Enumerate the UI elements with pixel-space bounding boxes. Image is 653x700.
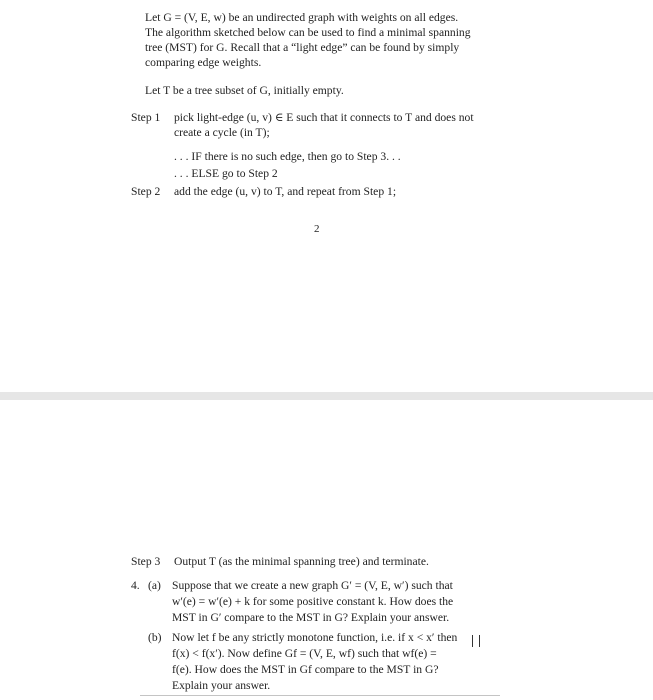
step2-label: Step 2 <box>131 185 161 198</box>
step1-line-2: create a cycle (in T); <box>174 126 270 139</box>
question-a-line-3: MST in G′ compare to the MST in G? Explain your answer. <box>172 611 450 624</box>
step1-line-1: pick light-edge (u, v) ∈ E such that it connects to T and does not <box>174 111 474 124</box>
document-page-2 <box>0 400 653 700</box>
let-t-line: Let T be a tree subset of G, initially empty. <box>145 84 344 97</box>
question-b-line-1: Now let f be any strictly monotone function, i.e. if x < x′ then <box>172 631 458 644</box>
page-gap <box>0 392 653 400</box>
page-number: 2 <box>314 223 320 235</box>
cut-off-text-edge <box>140 695 500 700</box>
step3-text: Output T (as the minimal spanning tree) and terminate. <box>174 555 429 568</box>
question-b-line-2: f(x) < f(x′). Now define Gf = (V, E, wf) such that wf(e) = <box>172 647 437 660</box>
intro-line-1: Let G = (V, E, w) be an undirected graph with weights on all edges. <box>145 11 459 24</box>
question-b-line-4: Explain your answer. <box>172 679 271 692</box>
text-cursor-icon <box>472 635 480 647</box>
step3-label: Step 3 <box>131 555 161 568</box>
question-b-line-3: f(e). How does the MST in Gf compare to the MST in G? <box>172 663 439 676</box>
question-a-line-1: Suppose that we create a new graph G′ = (V, E, w′) such that <box>172 579 453 592</box>
question-b-label: (b) <box>148 631 162 644</box>
question-a-label: (a) <box>148 579 161 592</box>
question-a-line-2: w′(e) = w′(e) + k for some positive constant k. How does the <box>172 595 454 608</box>
step1-label: Step 1 <box>131 111 161 124</box>
step2-text: add the edge (u, v) to T, and repeat from Step 1; <box>174 185 397 198</box>
step1-line-4: . . . ELSE go to Step 2 <box>174 167 278 180</box>
question-4-number: 4. <box>131 579 140 592</box>
intro-line-3: tree (MST) for G. Recall that a “light edge” can be found by simply <box>145 41 460 54</box>
intro-line-2: The algorithm sketched below can be used to find a minimal spanning <box>145 26 471 39</box>
intro-line-4: comparing edge weights. <box>145 56 262 69</box>
step1-line-3: . . . IF there is no such edge, then go to Step 3. . . <box>174 150 401 163</box>
